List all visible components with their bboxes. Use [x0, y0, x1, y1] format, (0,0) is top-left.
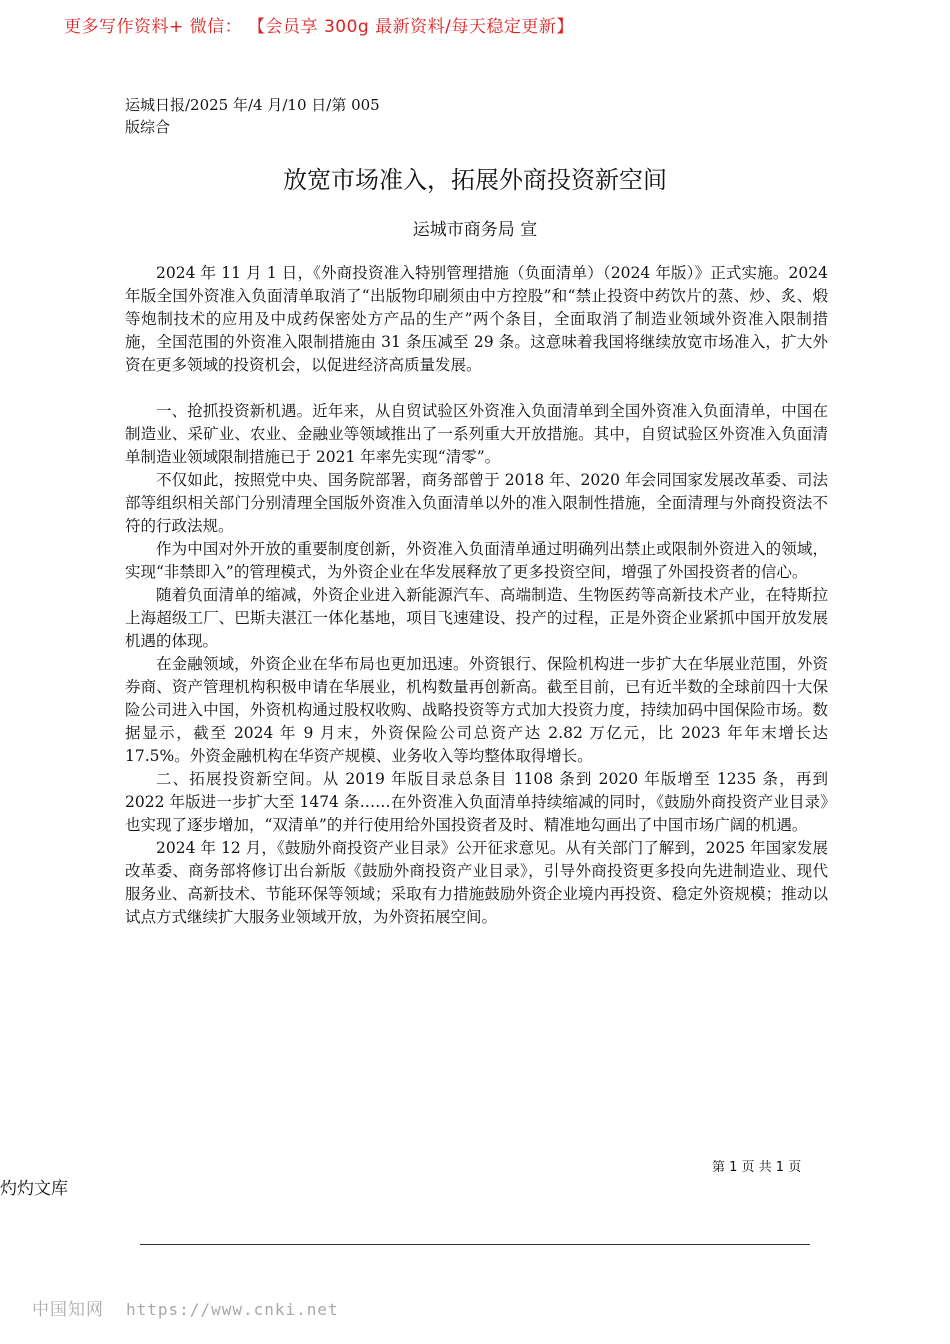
- library-brand: 灼灼文库: [0, 1179, 68, 1199]
- cnki-footer: [32, 1295, 339, 1320]
- article-title: 放宽市场准入，拓展外商投资新空间: [283, 166, 667, 194]
- article-body: [125, 262, 828, 929]
- paragraph: 随着负面清单的缩减，外资企业进入新能源汽车、高端制造、生物医药等高新技术产业，在特斯拉上海超级工厂、巴斯夫湛江一体化基地，项目飞速建设、投产的过程，正是外资企业紧抓中国开放发展机遇的体现。: [125, 586, 828, 650]
- source-line: 运城日报/2025 年/4 月/10 日/第 005 版综合: [125, 96, 380, 136]
- paragraph: 不仅如此，按照党中央、国务院部署，商务部曾于 2018 年、2020 年会同国家发展改革委、司法部等组织相关部门分别清理全国版外资准入负面清单以外的准入限制性措施，全面清理与外商投资法不符的行政法规。: [125, 471, 828, 535]
- page-indicator: 第 1 页 共 1 页: [712, 1160, 802, 1175]
- paragraph: 2024 年 12 月，《鼓励外商投资产业目录》公开征求意见。从有关部门了解到，2025 年国家发展改革委、商务部将修订出台新版《鼓励外商投资产业目录》，引导外商投资更多投向先进制造业、现代服务业、高新技术、节能环保等领域；采取有力措施鼓励外资企业境内再投资、稳定外资规模；推动以试点方式继续扩大服务业领域开放，为外资拓展空间。: [125, 839, 828, 926]
- promo-banner[interactable]: 更多写作资料+ 微信： 【会员享 300g 最新资料/每天稳定更新】: [64, 17, 574, 37]
- footer-divider: [140, 1244, 810, 1245]
- paragraph: 2024 年 11 月 1 日，《外商投资准入特别管理措施（负面清单）（2024 年版）》正式实施。2024 年版全国外资准入负面清单取消了“出版物印刷须由中方控股”和“禁止投资中药饮片的蒸、炒、炙、煅等炮制技术的应用及中成药保密处方产品的生产”两个条目，全面取消了制造业领域外资准入限制措施，全国范围的外资准入限制措施由 31 条压减至 29 条。这意味着我国将继续放宽市场准入，扩大外资在更多领域的投资机会，以促进经济高质量发展。: [125, 264, 828, 374]
- paragraph: 在金融领域，外资企业在华布局也更加迅速。外资银行、保险机构进一步扩大在华展业范围，外资券商、资产管理机构积极申请在华展业，机构数量再创新高。截至目前，已有近半数的全球前四十大保险公司进入中国，外资机构通过股权收购、战略投资等方式加大投资力度，持续加码中国保险市场。数据显示，截至 2024 年 9 月末，外资保险公司总资产达 2.82 万亿元，比 2023 年年末增长达 17.5%。外资金融机构在华资产规模、业务收入等均整体取得增长。: [125, 655, 828, 765]
- article-author: 运城市商务局 宣: [412, 220, 538, 240]
- paragraph: 一、抢抓投资新机遇。近年来，从自贸试验区外资准入负面清单到全国外资准入负面清单，中国在制造业、采矿业、农业、金融业等领域推出了一系列重大开放措施。其中，自贸试验区外资准入负面清单制造业领域限制措施已于 2021 年率先实现“清零”。: [125, 402, 828, 466]
- cnki-name: 中国知网: [32, 1300, 104, 1320]
- cnki-url-link[interactable]: https://www.cnki.net: [126, 1300, 339, 1319]
- paragraph: 二、拓展投资新空间。从 2019 年版目录总条目 1108 条到 2020 年版增至 1235 条，再到 2022 年版进一步扩大至 1474 条……在外资准入负面清单持续缩减的同时，《鼓励外商投资产业目录》也实现了逐步增加，“双清单”的并行使用给外国投资者及时、精准地勾画出了中国市场广阔的机遇。: [125, 770, 828, 834]
- paragraph: 作为中国对外开放的重要制度创新，外资准入负面清单通过明确列出禁止或限制外资进入的领域，实现“非禁即入”的管理模式，为外资企业在华发展释放了更多投资空间，增强了外国投资者的信心。: [125, 540, 828, 581]
